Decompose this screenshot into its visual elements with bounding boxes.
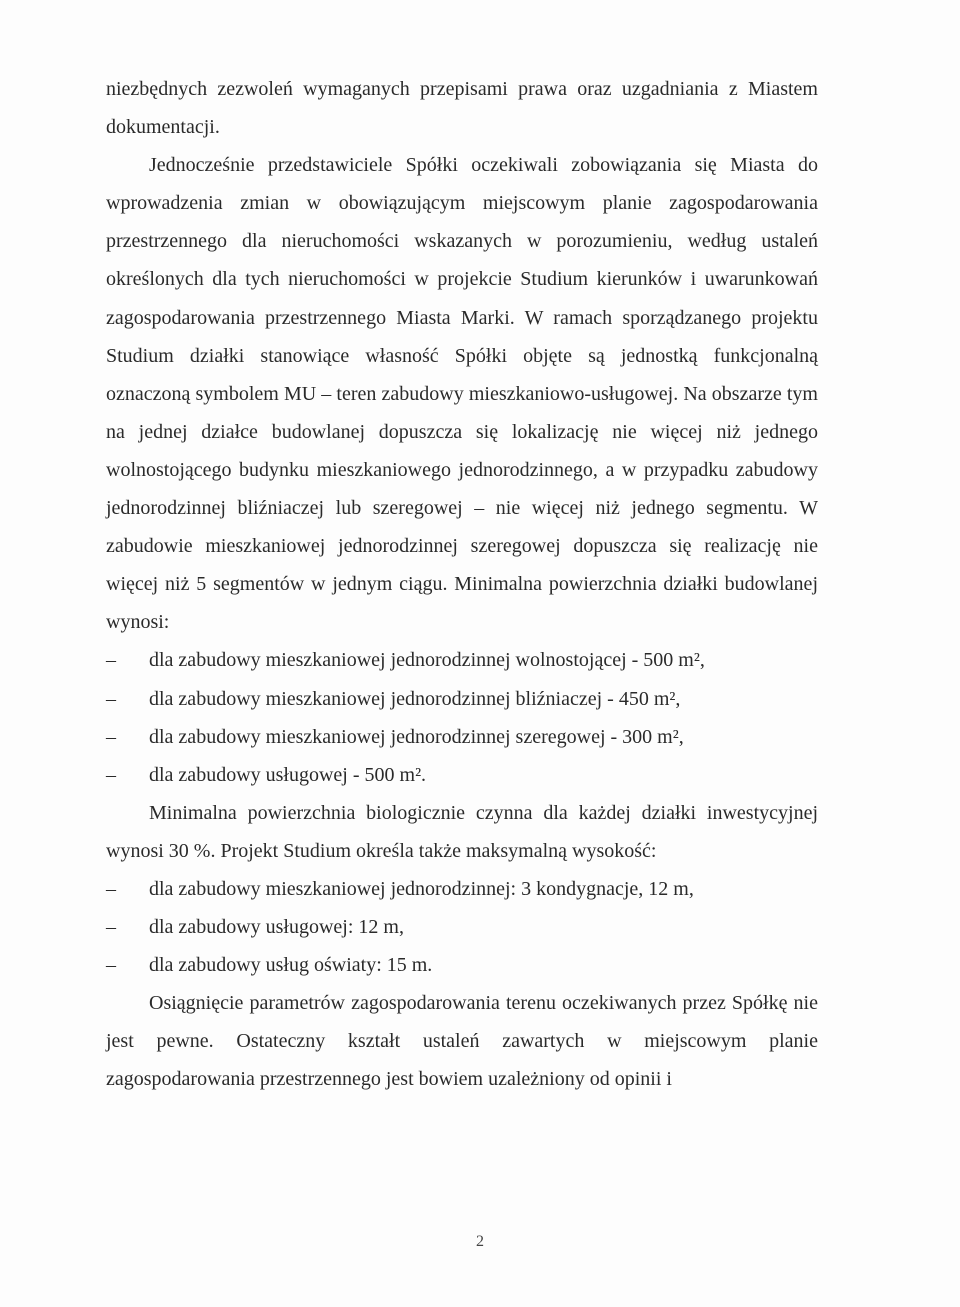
list-item-text: dla zabudowy usług oświaty: 15 m. — [149, 954, 433, 977]
paragraph-biological-area: Minimalna powierzchnia biologicznie czynna dla każdej działki inwestycyjnej wynosi 30 %. Projekt Studium określa także maksymalną wysokość: — [106, 801, 818, 862]
list-item — [106, 946, 818, 984]
paragraph-expectations: Jednocześnie przedstawiciele Spółki oczekiwali zobowiązania się Miasta do wprowadzenia zmian w obowiązującym miejscowym planie zagospodarowania przestrzennego dla nieruchomości wskazanych w porozumieniu, według ustaleń określonych dla tych nieruchomości w projekcie Studium kierunków i uwarunkowań zagospodarowania przestrzennego Miasta Marki. W ramach sporządzanego projektu Studium działki stanowiące własność Spółki objęte są jednostką funkcjonalną oznaczoną symbolem MU – teren zabudowy mieszkaniowo-usługowej. Na obszarze tym na jednej działce budowlanej dopuszcza się lokalizację nie więcej niż jednego wolnostojącego budynku mieszkaniowego jednorodzinnego, a w przypadku zabudowy jednorodzinnej bliźniaczej lub szeregowej – nie więcej niż jednego segmentu. W zabudowie mieszkaniowej jednorodzinnej szeregowej dopuszcza się realizację nie więcej niż 5 segmentów w jednym ciągu. Minimalna powierzchnia działki budowlanej wynosi: — [106, 154, 818, 634]
list-item — [106, 908, 818, 946]
list-dash: – — [106, 916, 116, 939]
maximum-height-list — [106, 870, 818, 984]
list-item — [106, 718, 818, 756]
page-number: 2 — [476, 1233, 484, 1250]
list-item — [106, 641, 818, 679]
list-dash: – — [106, 725, 116, 748]
list-item-text: dla zabudowy usługowej: 12 m, — [149, 916, 404, 939]
list-dash: – — [106, 763, 116, 786]
paragraph-continuation: niezbędnych zezwoleń wymaganych przepisami prawa oraz uzgadniania z Miastem dokumentacji. — [106, 78, 818, 139]
list-item-text: dla zabudowy mieszkaniowej jednorodzinnej szeregowej - 300 m², — [149, 725, 684, 748]
list-item-text: dla zabudowy usługowej - 500 m². — [149, 763, 427, 786]
list-item-text: dla zabudowy mieszkaniowej jednorodzinnej: 3 kondygnacje, 12 m, — [149, 877, 694, 900]
list-item-text: dla zabudowy mieszkaniowej jednorodzinnej bliźniaczej - 450 m², — [149, 687, 681, 710]
list-dash: – — [106, 687, 116, 710]
list-item — [106, 756, 818, 794]
list-dash: – — [106, 954, 116, 977]
list-dash: – — [106, 877, 116, 900]
document-body — [106, 70, 818, 1099]
minimum-plot-area-list — [106, 641, 818, 793]
list-item — [106, 680, 818, 718]
list-dash: – — [106, 649, 116, 672]
paragraph-uncertainty: Osiągnięcie parametrów zagospodarowania terenu oczekiwanych przez Spółkę nie jest pewne. Ostateczny kształt ustaleń zawartych w miejscowym planie zagospodarowania przestrzennego jest bowiem uzależniony od opinii i — [106, 992, 818, 1091]
list-item — [106, 870, 818, 908]
list-item-text: dla zabudowy mieszkaniowej jednorodzinnej wolnostojącej - 500 m², — [149, 649, 705, 672]
